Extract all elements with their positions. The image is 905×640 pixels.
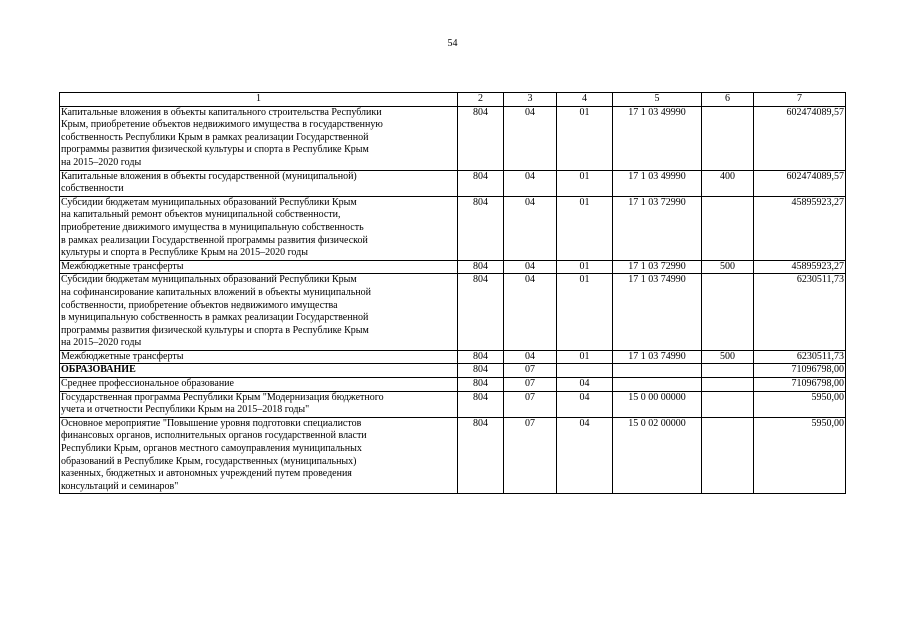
item-name-line: приобретение движимого имущества в муниципальную собственность	[61, 221, 364, 233]
item-name-line: Капитальные вложения в объекты государственной (муниципальной)	[61, 170, 357, 182]
item-name-line: Основное мероприятие "Повышение уровня подготовки специалистов	[61, 417, 362, 429]
target-article-code	[613, 364, 702, 378]
table-body	[60, 106, 846, 494]
subsection-code: 01	[557, 196, 613, 260]
ministry-code: 804	[458, 106, 504, 170]
expense-type-code	[702, 417, 754, 494]
ministry-code: 804	[458, 260, 504, 274]
item-name	[60, 378, 458, 392]
table-row	[60, 378, 846, 392]
expense-type-code	[702, 106, 754, 170]
expense-type-code	[702, 378, 754, 392]
item-name-line: казенных, бюджетных и автономных учреждений путем проведения	[61, 468, 352, 480]
item-name	[60, 260, 458, 274]
budget-table	[59, 92, 846, 494]
item-name	[60, 106, 458, 170]
subsection-code: 01	[557, 170, 613, 196]
item-name-line: Государственная программа Республики Крым "Модернизация бюджетного	[61, 391, 384, 403]
item-name-line: собственность Республики Крым в рамках реализации Государственной	[61, 131, 369, 143]
item-name-line: Межбюджетные трансферты	[61, 350, 184, 362]
target-article-code: 17 1 03 74990	[613, 274, 702, 351]
amount: 6230511,73	[754, 274, 846, 351]
amount: 5950,00	[754, 417, 846, 494]
table-row	[60, 260, 846, 274]
column-header-3: 3	[504, 93, 557, 107]
table-row	[60, 274, 846, 351]
ministry-code: 804	[458, 350, 504, 364]
amount: 45895923,27	[754, 196, 846, 260]
amount: 602474089,57	[754, 106, 846, 170]
page-number: 54	[447, 38, 458, 49]
subsection-code: 01	[557, 260, 613, 274]
target-article-code: 17 1 03 49990	[613, 170, 702, 196]
target-article-code	[613, 378, 702, 392]
target-article-code: 17 1 03 49990	[613, 106, 702, 170]
table-row	[60, 350, 846, 364]
target-article-code: 17 1 03 72990	[613, 260, 702, 274]
item-name-line: культуры и спорта в Республике Крым на 2015–2020 годы	[61, 247, 308, 259]
table-row	[60, 364, 846, 378]
target-article-code: 15 0 02 00000	[613, 417, 702, 494]
subsection-code: 01	[557, 274, 613, 351]
subsection-code: 04	[557, 378, 613, 392]
table-row	[60, 170, 846, 196]
subsection-code: 04	[557, 391, 613, 417]
column-header-4: 4	[557, 93, 613, 107]
amount: 5950,00	[754, 391, 846, 417]
item-name-line: финансовых органов, исполнительных органов государственной власти	[61, 430, 367, 442]
item-name-line: программы развития физической культуры и спорта в Республике Крым	[61, 324, 369, 336]
ministry-code: 804	[458, 196, 504, 260]
item-name	[60, 391, 458, 417]
subsection-code: 04	[557, 417, 613, 494]
section-code: 04	[504, 106, 557, 170]
ministry-code: 804	[458, 364, 504, 378]
table-row	[60, 196, 846, 260]
amount: 71096798,00	[754, 378, 846, 392]
item-name-line: образований в Республике Крым, государственных (муниципальных)	[61, 455, 357, 467]
amount: 71096798,00	[754, 364, 846, 378]
column-header-2: 2	[458, 93, 504, 107]
subsection-code: 01	[557, 350, 613, 364]
ministry-code: 804	[458, 274, 504, 351]
item-name-line: в муниципальную собственность в рамках реализации Государственной	[61, 312, 369, 324]
item-name-line: Капитальные вложения в объекты капитального строительства Республики	[61, 106, 382, 118]
item-name	[60, 274, 458, 351]
item-name-line: Среднее профессиональное образование	[61, 378, 234, 390]
section-code: 04	[504, 170, 557, 196]
section-code: 04	[504, 196, 557, 260]
item-name-line: собственности	[61, 183, 124, 195]
section-code: 07	[504, 378, 557, 392]
section-code: 07	[504, 364, 557, 378]
item-name-line: консультаций и семинаров"	[61, 480, 179, 492]
column-header-5: 5	[613, 93, 702, 107]
item-name-line: Республики Крым, органов местного самоуправления муниципальных	[61, 443, 362, 455]
item-name-line: Межбюджетные трансферты	[61, 260, 184, 272]
ministry-code: 804	[458, 417, 504, 494]
expense-type-code: 400	[702, 170, 754, 196]
item-name	[60, 196, 458, 260]
target-article-code: 17 1 03 74990	[613, 350, 702, 364]
item-name-line: на 2015–2020 годы	[61, 337, 142, 349]
amount: 6230511,73	[754, 350, 846, 364]
item-name-line: ОБРАЗОВАНИЕ	[61, 364, 136, 376]
section-code: 07	[504, 417, 557, 494]
expense-type-code	[702, 196, 754, 260]
expense-type-code: 500	[702, 350, 754, 364]
subsection-code: 01	[557, 106, 613, 170]
item-name-line: в рамках реализации Государственной программы развития физической	[61, 234, 368, 246]
ministry-code: 804	[458, 391, 504, 417]
target-article-code: 15 0 00 00000	[613, 391, 702, 417]
item-name-line: Субсидии бюджетам муниципальных образований Республики Крым	[61, 274, 357, 286]
item-name-line: на 2015–2020 годы	[61, 156, 142, 168]
section-code: 07	[504, 391, 557, 417]
table-row	[60, 417, 846, 494]
expense-type-code	[702, 274, 754, 351]
ministry-code: 804	[458, 170, 504, 196]
section-code: 04	[504, 274, 557, 351]
section-code: 04	[504, 260, 557, 274]
header-row	[60, 93, 846, 107]
amount: 602474089,57	[754, 170, 846, 196]
item-name	[60, 364, 458, 378]
expense-type-code	[702, 364, 754, 378]
section-code: 04	[504, 350, 557, 364]
ministry-code: 804	[458, 378, 504, 392]
item-name-line: Крым, приобретение объектов недвижимого имущества в государственную	[61, 119, 383, 131]
item-name-line: на софинансирование капитальных вложений в объекты муниципальной	[61, 286, 371, 298]
amount: 45895923,27	[754, 260, 846, 274]
column-header-6: 6	[702, 93, 754, 107]
item-name-line: собственности, приобретение объектов недвижимого имущества	[61, 299, 338, 311]
item-name	[60, 350, 458, 364]
item-name	[60, 417, 458, 494]
item-name	[60, 170, 458, 196]
expense-type-code: 500	[702, 260, 754, 274]
subsection-code	[557, 364, 613, 378]
column-header-1: 1	[60, 93, 458, 107]
item-name-line: Субсидии бюджетам муниципальных образований Республики Крым	[61, 196, 357, 208]
table-row	[60, 391, 846, 417]
item-name-line: программы развития физической культуры и спорта в Республике Крым	[61, 144, 369, 156]
column-header-7: 7	[754, 93, 846, 107]
item-name-line: учета и отчетности Республики Крым на 2015–2018 годы"	[61, 404, 310, 416]
expense-type-code	[702, 391, 754, 417]
table-row	[60, 106, 846, 170]
item-name-line: на капитальный ремонт объектов муниципальной собственности,	[61, 209, 341, 221]
target-article-code: 17 1 03 72990	[613, 196, 702, 260]
